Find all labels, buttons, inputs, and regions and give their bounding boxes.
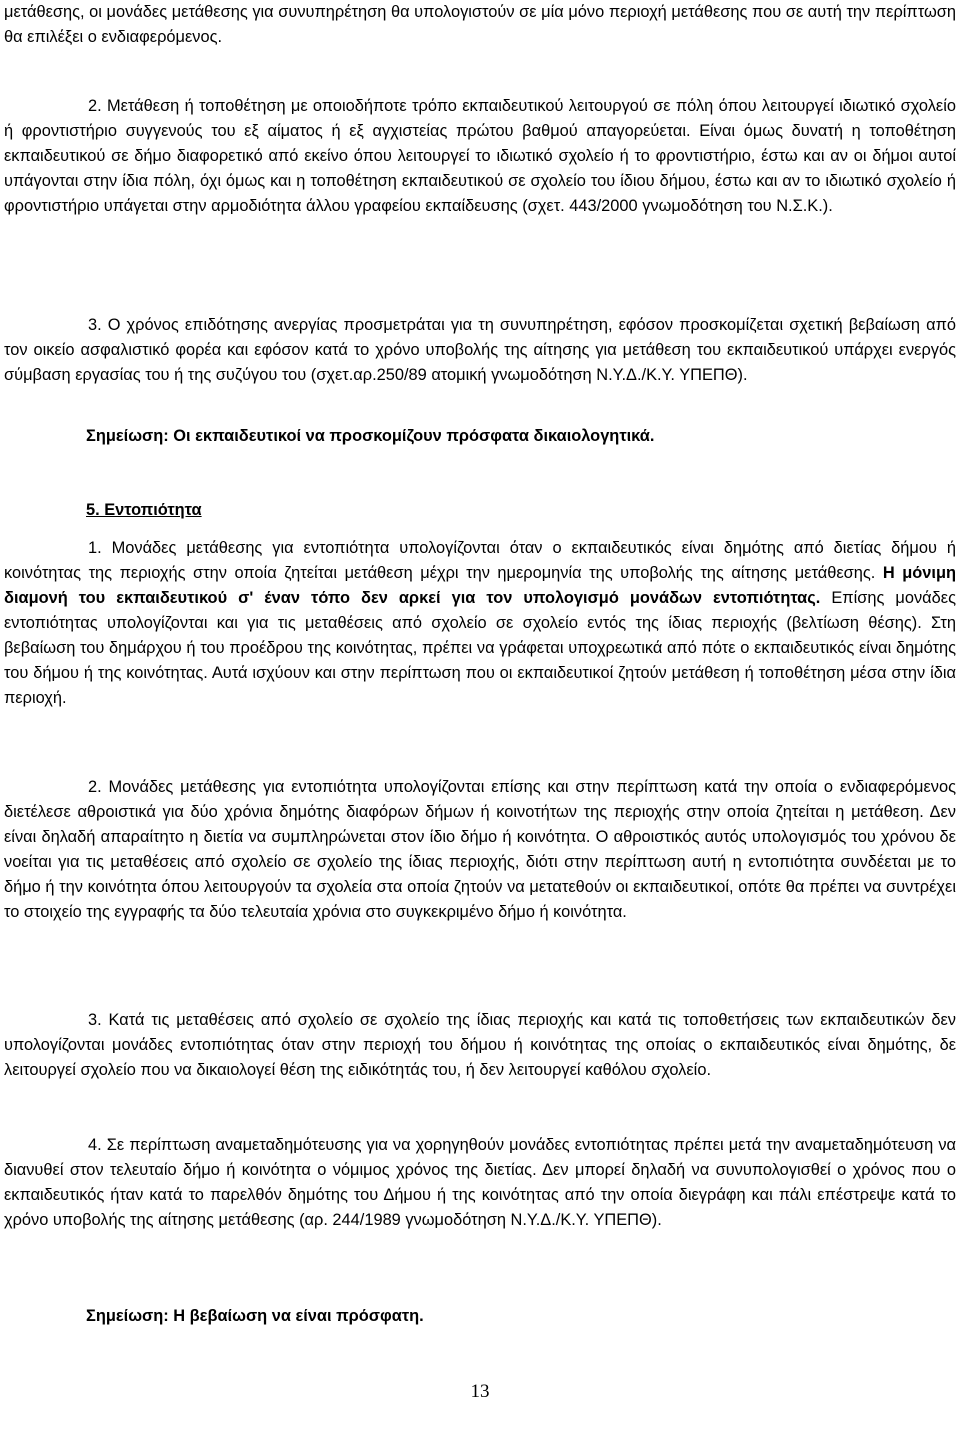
paragraph-locality-2-text: 2. Μονάδες μετάθεσης για εντοπιότητα υπολογίζονται επίσης και στην περίπτωση κατά την οποία ο ενδιαφερόμενος διετέλεσε αθροιστικά για δύο χρόνια δημότης διαφόρων δήμων ή κοινοτήτων της περιοχής στην οποία ζητείται η μετάθεση. Δεν είναι δηλαδή απαραίτητο η διετία να συμπληρώνεται στον ίδιο δήμο ή κοινότητα. Ο αθροιστικός αυτός υπολογισμός του χρόνου δε νοείται για τις μεταθέσεις από σχολείο σε σχολείο της ίδιας περιοχής, διότι στην περίπτωση αυτή η εντοπιότητα συνδέεται με το δήμο ή την κοινότητα όπου λειτουργούν τα σχολεία στα οποία ζητούν να μετατεθούν οι εκπαιδευτικοί, οπότε θα πρέπει να συντρέχει το στοιχείο της εγγραφής τα δύο τελευταία χρόνια στο συγκεκριμένο δήμο ή κοινότητα. — [4, 778, 956, 921]
note-recent-documents: Σημείωση: Οι εκπαιδευτικοί να προσκομίζουν πρόσφατα δικαιολογητικά. — [86, 427, 655, 445]
paragraph-locality-1-text: 1. Μονάδες μετάθεσης για εντοπιότητα υπολογίζονται όταν ο εκπαιδευτικός είναι δημότης από διετίας δήμου ή κοινότητας της περιοχής στην οποία ζητείται μετάθεση μέχρι την ημερομηνία της υποβολής της αίτησης μετάθεσης. — [4, 539, 956, 582]
paragraph-locality-3 — [4, 1008, 956, 1083]
paragraph-item-2 — [4, 94, 956, 219]
paragraph-locality-1-text-2: Επίσης μονάδες εντοπιότητας υπολογίζονται και για τις μεταθέσεις από σχολείο σε σχολείο εντός της ίδιας περιοχής (βελτίωση θέσης). Στη βεβαίωση του δημάρχου ή του προέδρου της κοινότητας, πρέπει να γράφεται υποχρεωτικά από πότε ο εκπαιδευτικός είναι δημότης του δήμου ή της κοινότητας. Αυτά ισχύουν και στην περίπτωση που οι εκπαιδευτικοί ζητούν μετάθεση ή τοποθέτηση μέσα στην ίδια περιοχή. — [4, 589, 956, 707]
note-recent-certificate: Σημείωση: Η βεβαίωση να είναι πρόσφατη. — [86, 1307, 424, 1325]
paragraph-locality-1-bold: Η μόνιμη διαμονή του εκπαιδευτικού σ' έναν τόπο δεν αρκεί για τον υπολογισμό μονάδων εντοπιότητας. — [4, 564, 957, 607]
paragraph-locality-4-text: 4. Σε περίπτωση αναμεταδημότευσης για να χορηγηθούν μονάδες εντοπιότητας πρέπει μετά την αναμεταδημότευση να διανυθεί στον τελευταίο δήμο ή κοινότητα ο νόμιμος χρόνος της διετίας. Δεν μπορεί δηλαδή να συνυπολογισθεί ο χρόνος που ο εκπαιδευτικός ήταν κατά το παρελθόν δημότης του Δήμου ή της κοινότητας από την οποία διεγράφη και πάλι επέστρεψε κατά το χρόνο υποβολής της αίτησης μετάθεσης (αρ. 244/1989 γνωμοδότηση Ν.Υ.Δ./Κ.Υ. ΥΠΕΠΘ). — [4, 1136, 956, 1229]
page-number: 13 — [470, 1381, 490, 1402]
paragraph-locality-1 — [4, 536, 956, 711]
paragraph-locality-3-text: 3. Κατά τις μεταθέσεις από σχολείο σε σχολείο της ίδιας περιοχής και κατά τις τοποθετήσεις των εκπαιδευτικών δεν υπολογίζονται μονάδες εντοπιότητας όταν στην περιοχή του δήμου ή κοινότητας της οποίας ο εκπαιδευτικός είναι δημότης, δε λειτουργεί σχολείο που να δικαιολογεί θέση της ειδικότητάς του, ή δεν λειτουργεί καθόλου σχολείο. — [4, 1011, 956, 1079]
paragraph-item-3-text: 3. Ο χρόνος επιδότησης ανεργίας προσμετράται για τη συνυπηρέτηση, εφόσον προσκομίζεται σχετική βεβαίωση από τον οικείο ασφαλιστικό φορέα και εφόσον κατά το χρόνο υποβολής της αίτησης για μετάθεση του εκπαιδευτικού υπάρχει ενεργός σύμβαση εργασίας του ή της συζύγου του (σχετ.αρ.250/89 ατομική γνωμοδότηση Ν.Υ.Δ./Κ.Υ. ΥΠΕΠΘ). — [4, 316, 956, 384]
paragraph-item-3 — [4, 313, 956, 388]
paragraph-locality-2 — [4, 775, 956, 925]
paragraph-intro: μετάθεσης, οι μονάδες μετάθεσης για συνυπηρέτηση θα υπολογιστούν σε μία μόνο περιοχή μετάθεσης που σε αυτή την περίπτωση θα επιλέξει ο ενδιαφερόμενος. — [4, 3, 956, 46]
paragraph-locality-4 — [4, 1133, 956, 1233]
paragraph-item-2-text: 2. Μετάθεση ή τοποθέτηση με οποιοδήποτε τρόπο εκπαιδευτικού λειτουργού σε πόλη όπου λειτουργεί ιδιωτικό σχολείο ή φροντιστήριο συγγενούς του εξ αίματος ή εξ αγχιστείας πρώτου βαθμού απαγορεύεται. Είναι όμως δυνατή η τοποθέτηση εκπαιδευτικού σε δήμο διαφορετικό από εκείνο όπου λειτουργεί το ιδιωτικό σχολείο ή το φροντιστήριο, έστω και αν οι δήμοι αυτοί υπάγονται στην ίδια πόλη, όχι όμως και η τοποθέτηση εκπαιδευτικού σε σχολείο του ίδιου δήμου, έστω και αν το ιδιωτικό σχολείο ή φροντιστήριο υπάγεται στην αρμοδιότητα άλλου γραφείου εκπαίδευσης (σχετ. 443/2000 γνωμοδότηση του Ν.Σ.Κ.). — [4, 97, 956, 215]
section-heading-locality: 5. Εντοπιότητα — [86, 501, 202, 519]
